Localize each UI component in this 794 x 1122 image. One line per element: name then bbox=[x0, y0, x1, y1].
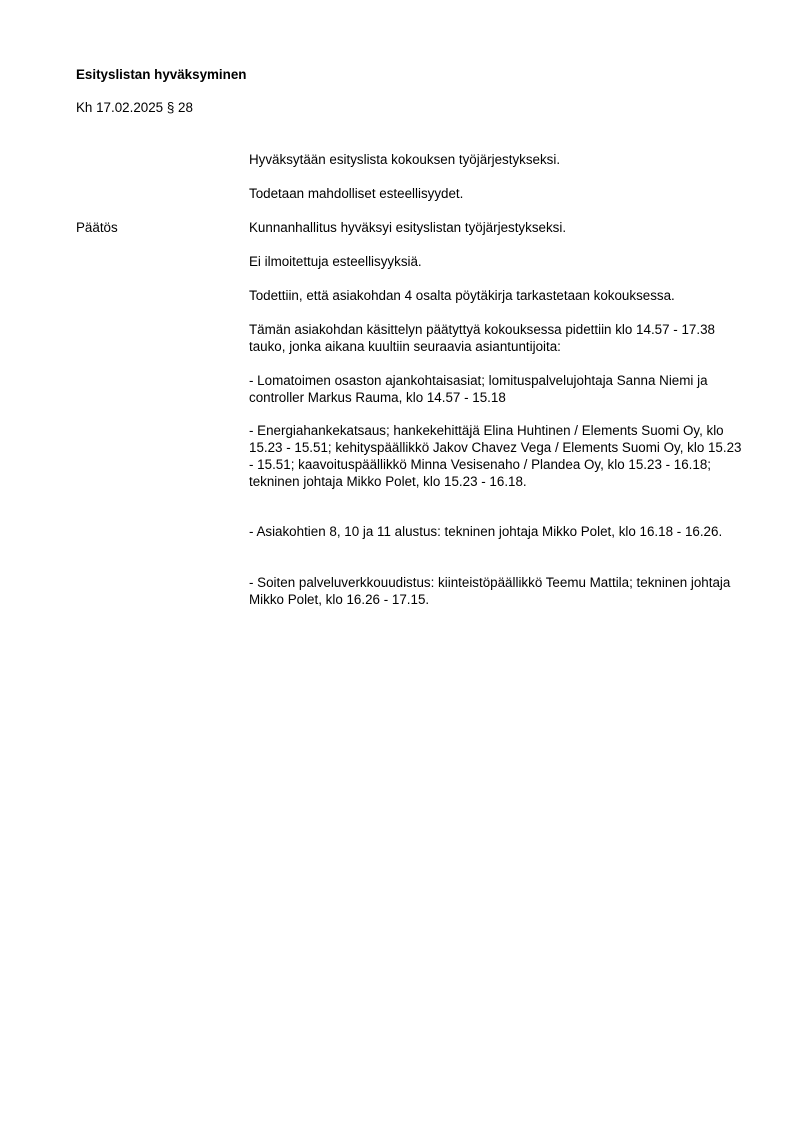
decision-paragraph: - Lomatoimen osaston ajankohtaisasiat; lomituspalvelujohtaja Sanna Niemi ja controller Markus Rauma, klo 14.57 - 15.18 bbox=[249, 373, 708, 405]
decision-paragraph: Todettiin, että asiakohdan 4 osalta pöytäkirja tarkastetaan kokouksessa. bbox=[249, 288, 675, 303]
proposal-paragraph: Todetaan mahdolliset esteellisyydet. bbox=[249, 186, 464, 201]
proposal-paragraph: Hyväksytään esityslista kokouksen työjärjestykseksi. bbox=[249, 152, 561, 167]
decision-paragraph: Kunnanhallitus hyväksyi esityslistan työjärjestykseksi. bbox=[249, 220, 567, 235]
decision-paragraph: - Soiten palveluverkkouudistus: kiinteistöpäällikkö Teemu Mattila; tekninen johtaja Mikko Polet, klo 16.26 - 17.15. bbox=[249, 575, 731, 607]
decision-paragraph: - Energiahankekatsaus; hankekehittäjä Elina Huhtinen / Elements Suomi Oy, klo 15.23 - 15.51; kehityspäällikkö Jakov Chavez Vega / Elements Suomi Oy, klo 15.23 - 15.51; kaavoituspäällikkö Minna Vesisenaho / Plandea Oy, klo 15.23 - 16.18; tekninen johtaja Mikko Polet, klo 15.23 - 16.18. bbox=[249, 423, 742, 489]
section-title: Esityslistan hyväksyminen bbox=[76, 67, 247, 82]
decision-paragraph: - Asiakohtien 8, 10 ja 11 alustus: tekninen johtaja Mikko Polet, klo 16.18 - 16.26. bbox=[249, 524, 723, 539]
decision-label: Päätös bbox=[76, 220, 118, 235]
decision-paragraph: Ei ilmoitettuja esteellisyyksiä. bbox=[249, 254, 422, 269]
meeting-reference: Kh 17.02.2025 § 28 bbox=[76, 100, 193, 115]
decision-paragraph: Tämän asiakohdan käsittelyn päätyttyä kokouksessa pidettiin klo 14.57 - 17.38 tauko, jonka aikana kuultiin seuraavia asiantuntijoita: bbox=[249, 322, 715, 354]
